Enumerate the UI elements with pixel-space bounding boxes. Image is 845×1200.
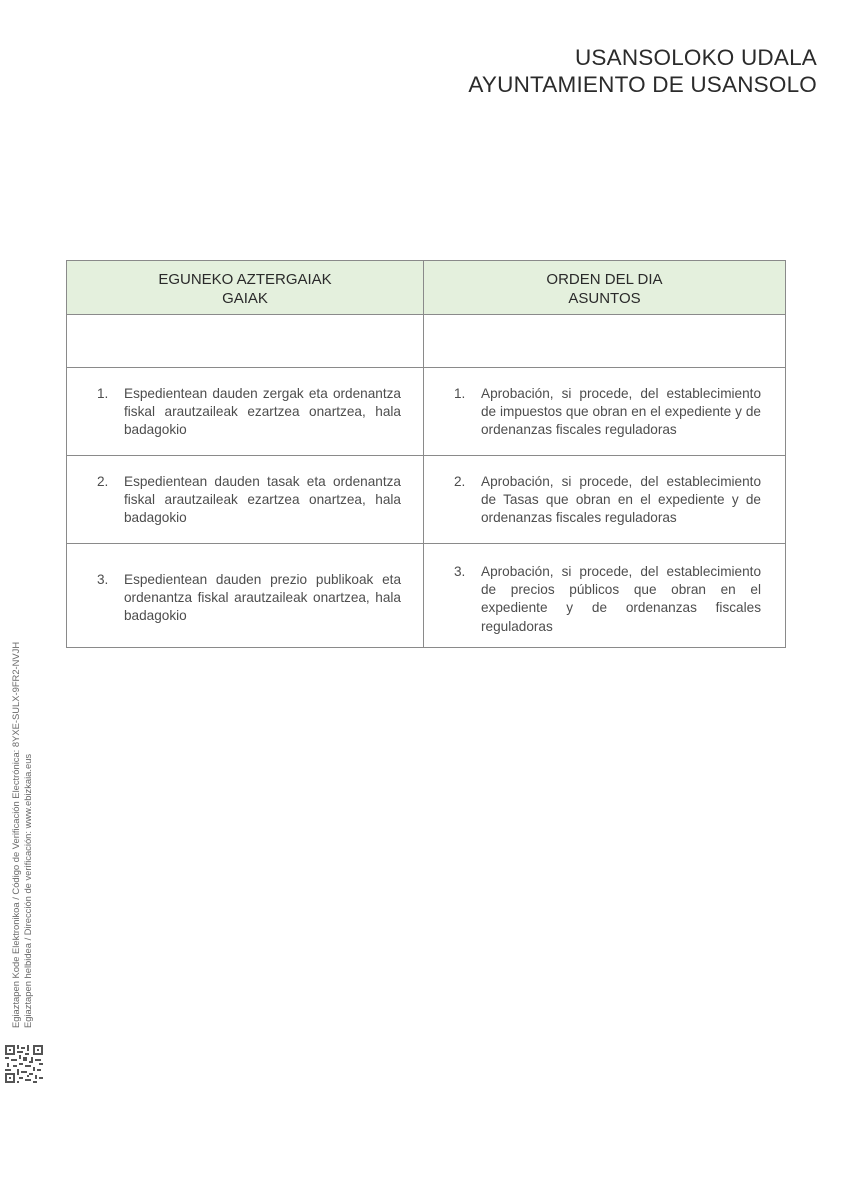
empty-row [67,315,786,368]
item-number: 2. [454,474,466,489]
item-number: 3. [454,564,466,579]
table-row [67,544,786,648]
header-basque-name: USANSOLOKO UDALA [574,45,817,70]
empty-cell-right [424,315,786,368]
item-cell-spanish [424,544,786,648]
item-text-spanish: Aprobación, si procede, del establecimiento de precios públicos que obran en el expediente y de ordenanzas fiscales reguladoras [481,564,761,634]
qr-code-icon [5,1045,43,1083]
item-text-basque: Espedientean dauden zergak eta ordenantza fiskal arautzaileak ezartzea onartzea, hala badagokio [124,386,401,438]
item-cell-basque [67,368,424,456]
item-cell-basque [67,456,424,544]
verification-code-line: Egiaztapen Kode Elektronikoa / Código de Verificación Electrónica: 8YXE-SULX-9FR2-NVJH [10,641,21,1028]
municipality-header [317,44,817,98]
empty-cell-left [67,315,424,368]
header-spanish-name: AYUNTAMIENTO DE USANSOLO [468,72,817,97]
table-row [67,456,786,544]
left-header-line1: EGUNEKO AZTERGAIAK [158,270,332,288]
verification-url-line: Egiaztapen helbidea / Dirección de verificación: www.ebizkaia.eus [21,753,33,1028]
right-column-header [424,261,786,315]
table-row [67,368,786,456]
right-header-line1: ORDEN DEL DIA [546,270,663,288]
table-header-row [67,261,786,315]
agenda-table [66,260,786,648]
item-text-basque: Espedientean dauden tasak eta ordenantza fiskal arautzaileak ezartzea onartzea, hala badagokio [124,474,401,526]
right-header-line2: ASUNTOS [568,289,641,307]
item-number: 3. [97,572,109,587]
item-text-spanish: Aprobación, si procede, del establecimiento de impuestos que obran en el expediente y de ordenanzas fiscales reguladoras [481,386,761,438]
left-header-line2: GAIAK [222,289,268,307]
left-column-header [67,261,424,315]
item-text-basque: Espedientean dauden prezio publikoak eta ordenantza fiskal arautzaileak onartzea, hala badagokio [124,572,401,624]
item-cell-spanish [424,368,786,456]
item-number: 1. [454,386,466,401]
item-cell-basque [67,544,424,648]
item-cell-spanish [424,456,786,544]
item-text-spanish: Aprobación, si procede, del establecimiento de Tasas que obran en el expediente y de ordenanzas fiscales reguladoras [481,474,761,526]
item-number: 2. [97,474,109,489]
item-number: 1. [97,386,109,401]
verification-code-text [10,588,33,1028]
